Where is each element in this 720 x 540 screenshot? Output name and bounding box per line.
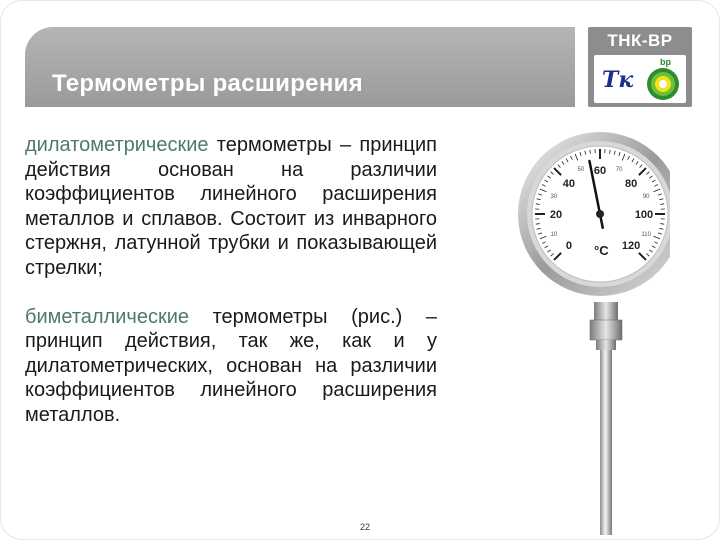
paragraph-bimetallic	[25, 305, 437, 428]
bp-logo-text: bp	[660, 57, 671, 67]
title-bar	[25, 27, 575, 107]
company-logo	[588, 27, 692, 107]
tk-logo-mark: Тк	[602, 67, 634, 93]
thermometer-image	[500, 132, 670, 537]
dial-label: 120	[621, 240, 641, 253]
dial-minor-label: 10	[550, 232, 558, 239]
paragraph-dilatometric-text: термометры – принцип действия основан на различии коэффициентов линейного расширения металлов и сплавов. Состоит из инварного стержня, латунной трубки и показывающей стрелки;	[25, 134, 437, 279]
slide-title: Термометры расширения	[52, 70, 363, 97]
paragraph-bimetallic-text: термометры (рис.) – принцип действия, так же, как и у дилатометрических, основан на различии коэффициентов линейного расширения металлов.	[25, 305, 437, 426]
dial-minor-label: 110	[641, 232, 651, 239]
logo-brand-text: ТНК-ВР	[607, 31, 673, 50]
term-bimetallic: биметаллические	[25, 305, 189, 328]
dial-unit: °C	[594, 243, 609, 258]
thermometer-fitting	[594, 302, 618, 320]
dial-minor-label: 50	[577, 166, 585, 173]
dial-label: 40	[562, 177, 576, 190]
dial-label: 0	[565, 240, 572, 253]
paragraph-dilatometric	[25, 133, 437, 281]
term-dilatometric: дилатометрические	[25, 134, 209, 156]
bp-helios-icon	[646, 67, 680, 101]
body-text	[25, 133, 437, 452]
dial-label: 100	[634, 209, 654, 221]
page-number: 22	[360, 522, 371, 532]
dial-label: 60	[593, 165, 607, 177]
dial-minor-label: 90	[642, 193, 650, 200]
dial-minor-label: 30	[550, 193, 558, 200]
dial-minor-label: 70	[615, 166, 623, 173]
dial-label: 20	[549, 209, 563, 221]
logo-tile	[594, 55, 686, 103]
dial-label: 80	[624, 177, 638, 190]
